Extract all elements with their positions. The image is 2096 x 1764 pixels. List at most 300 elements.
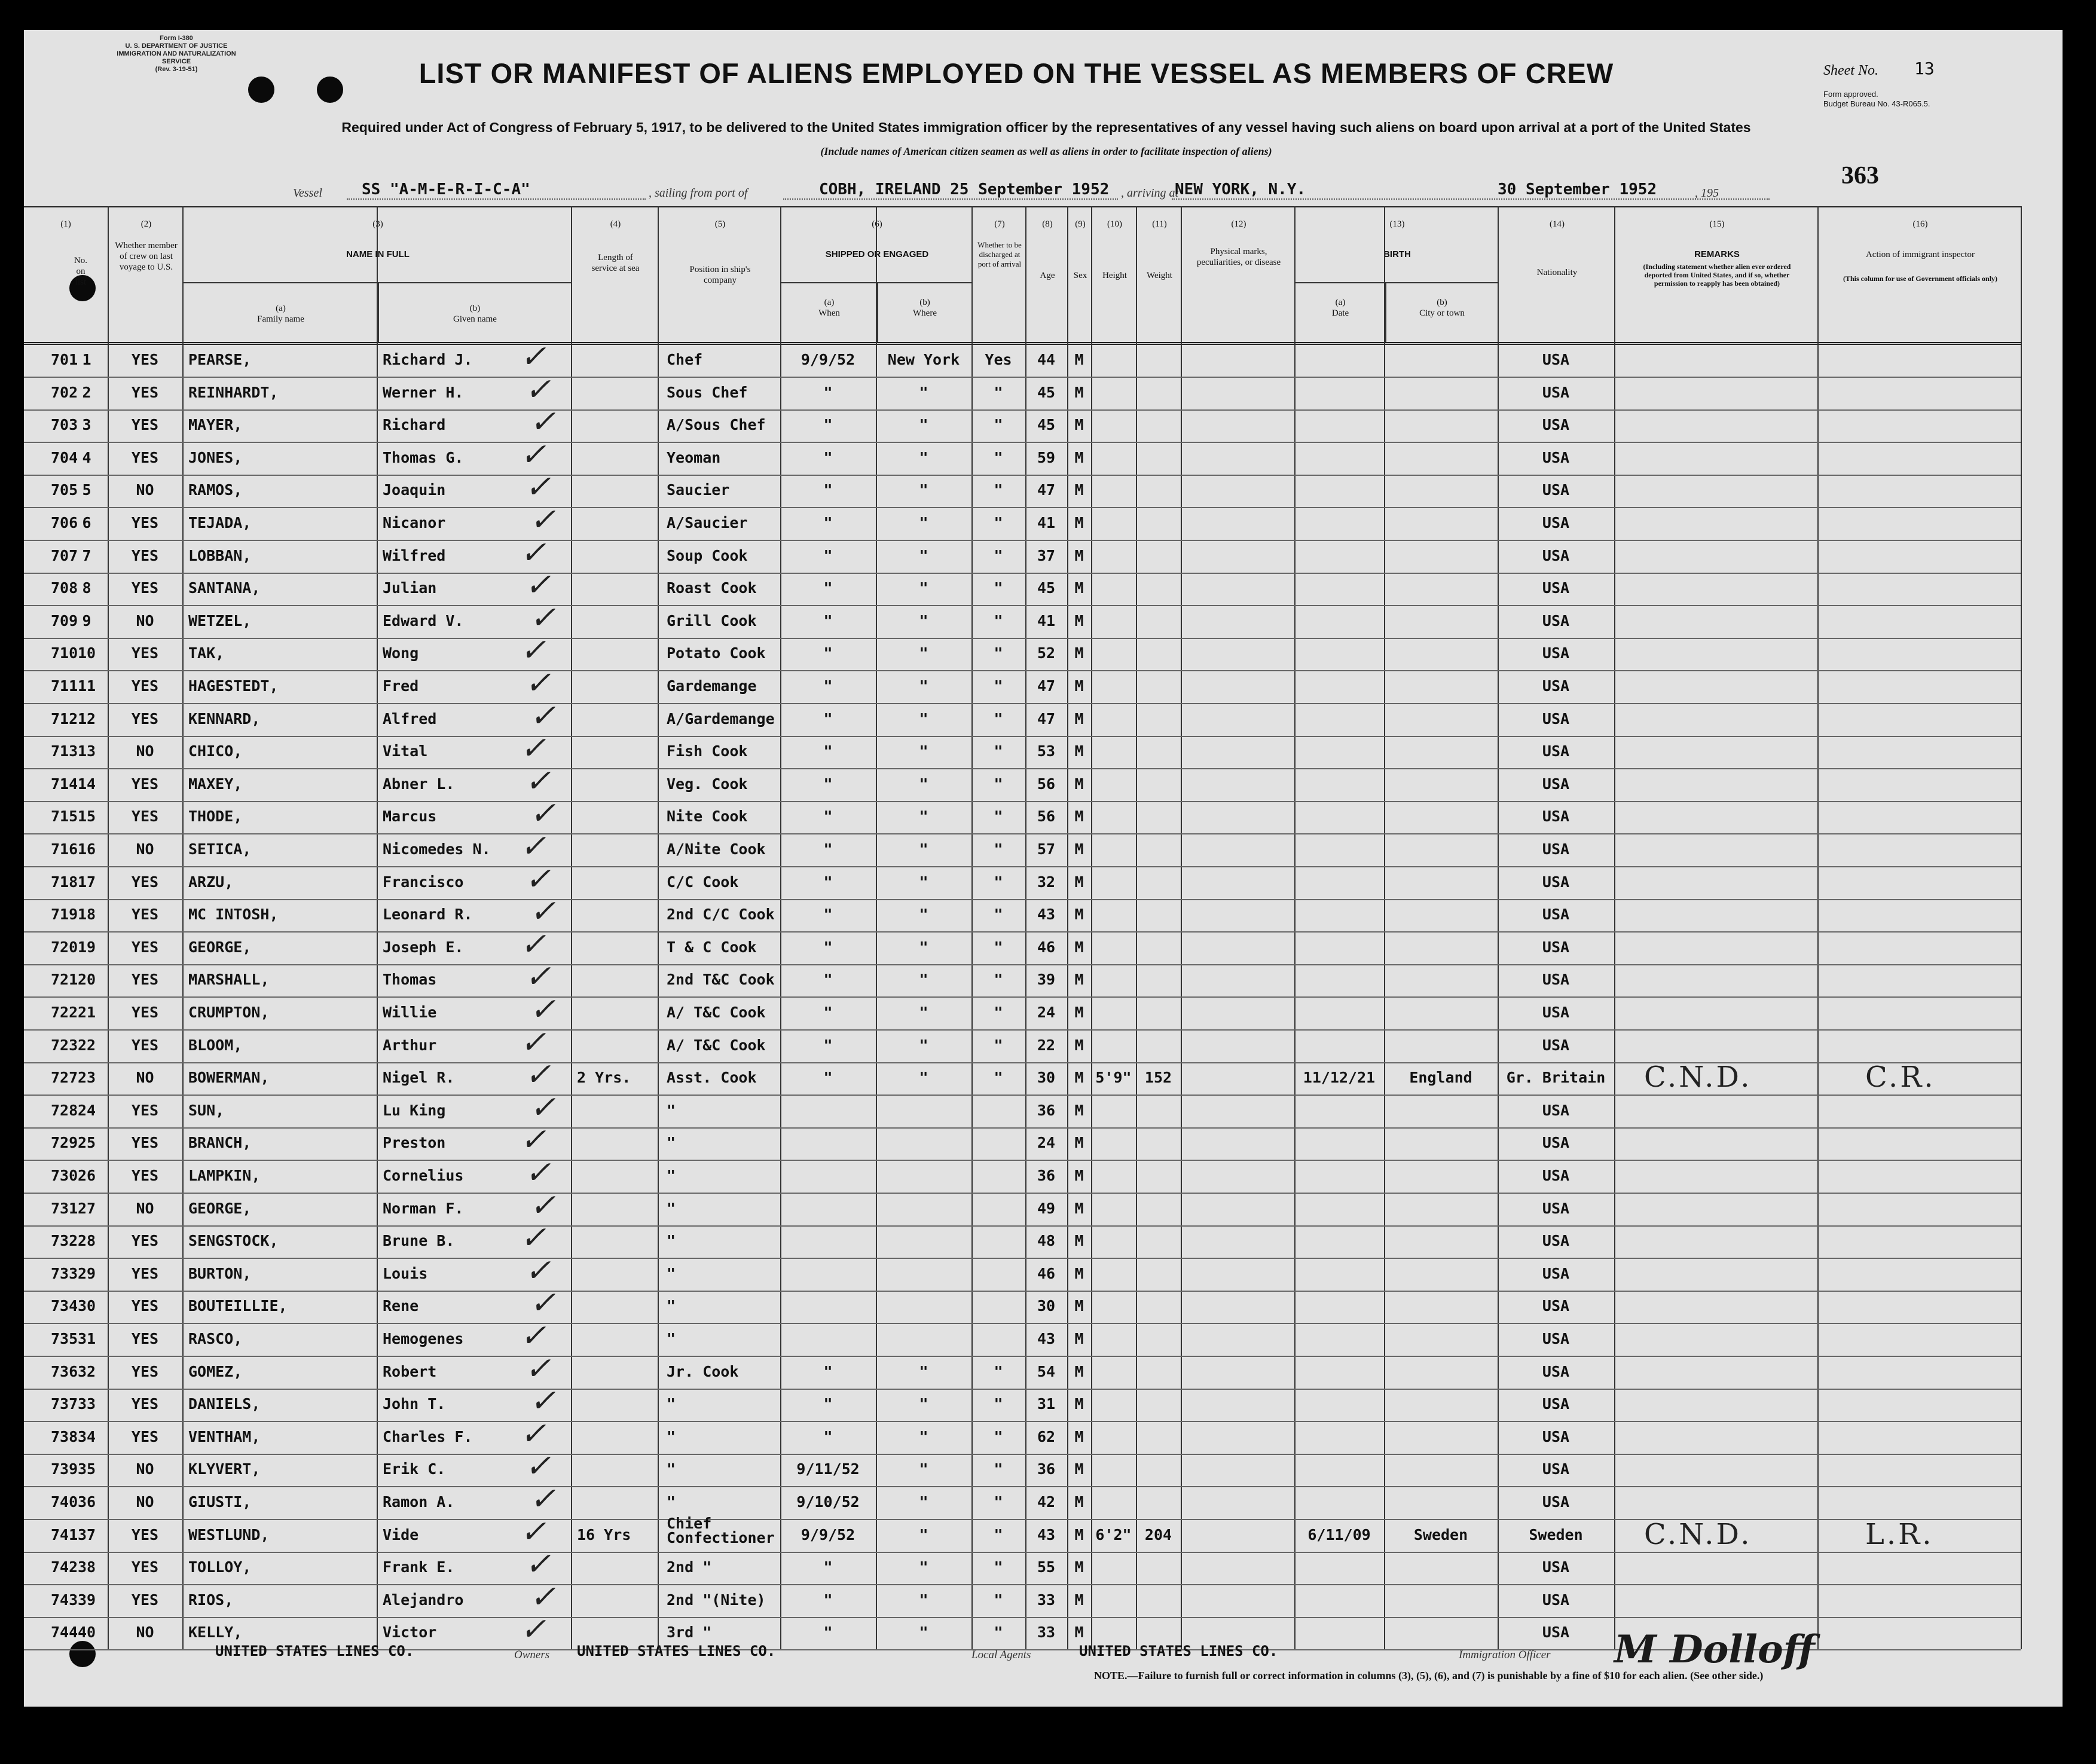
cell-family: RAMOS, (188, 481, 243, 499)
cell-no: 14 (77, 775, 96, 793)
check-mark: ✓ (520, 1122, 546, 1158)
cell-age: 48 (1037, 1232, 1056, 1250)
remarks-handwriting: C.N.D. (1644, 1517, 1752, 1551)
cell-where: " (919, 808, 928, 826)
cell-last: NO (136, 481, 154, 499)
cell-position: Nite Cook (667, 808, 748, 826)
check-mark: ✓ (530, 1481, 556, 1517)
inspector-action-handwriting: C.R. (1865, 1060, 1936, 1095)
cell-given: Frank E. (383, 1558, 455, 1576)
cell-position: Potato Cook (667, 644, 766, 662)
cell-last: YES (131, 448, 159, 466)
cell-age: 36 (1037, 1167, 1056, 1184)
ledger-number: 701 (51, 351, 78, 368)
cell-family: RIOS, (188, 1591, 234, 1609)
cell-age: 46 (1037, 938, 1056, 956)
cell-given: Thomas G. (383, 448, 464, 466)
cell-last: NO (136, 1460, 154, 1478)
cell-last: YES (131, 351, 159, 368)
ledger-number: 737 (51, 1395, 78, 1413)
header-col-14 (1498, 207, 1615, 342)
header-label: No. on list (74, 256, 88, 287)
cell-no: 27 (77, 1199, 96, 1217)
header-col-15 (1614, 207, 1819, 342)
table-row (24, 1252, 2021, 1292)
cell-nat: USA (1542, 351, 1570, 368)
cell-given: Fred (383, 677, 419, 695)
cell-where: " (919, 1395, 928, 1413)
cell-where: " (919, 1362, 928, 1380)
table-row (24, 1187, 2021, 1227)
cell-sex: M (1074, 677, 1084, 695)
cell-height: 5'9" (1095, 1069, 1132, 1087)
cell-family: BOWERMAN, (188, 1069, 270, 1087)
cell-given: Willie (383, 1004, 437, 1021)
cell-age: 45 (1037, 579, 1056, 597)
cell-no: 16 (77, 840, 96, 858)
cell-disch: " (994, 677, 1003, 695)
table-row (24, 371, 2021, 411)
header-num: (3) (372, 219, 383, 229)
header-label: Age (1040, 271, 1055, 280)
cell-last: YES (131, 514, 159, 531)
cell-given: Wong (383, 644, 419, 662)
cell-given: Richard (383, 416, 446, 434)
cell-disch: " (994, 1493, 1003, 1511)
cell-position: A/Sous Chef (667, 416, 766, 434)
cell-nat: USA (1542, 677, 1570, 695)
cell-family: GIUSTI, (188, 1493, 252, 1511)
cell-weight: 204 (1144, 1525, 1172, 1543)
cell-family: LOBBAN, (188, 546, 252, 564)
cell-no: 10 (77, 644, 96, 662)
cell-sex: M (1074, 938, 1084, 956)
cell-when: " (823, 1624, 833, 1641)
cell-sex: M (1074, 351, 1084, 368)
vessel-name: SS "A-M-E-R-I-C-A" (362, 181, 530, 198)
ledger-number: 733 (51, 1264, 78, 1282)
cell-sex: M (1074, 1558, 1084, 1576)
cell-age: 47 (1037, 710, 1056, 727)
cell-last: YES (131, 546, 159, 564)
cell-when: " (823, 612, 833, 629)
sub-num: (b) (469, 304, 481, 313)
cell-disch: " (994, 742, 1003, 760)
table-row (24, 339, 2021, 378)
cell-sex: M (1074, 1004, 1084, 1021)
cell-nat: USA (1542, 710, 1570, 727)
cell-where: " (919, 579, 928, 597)
cell-nat: USA (1542, 1395, 1570, 1413)
cell-where: " (919, 1460, 928, 1478)
cell-position: T & C Cook (667, 938, 757, 956)
ledger-number: 731 (51, 1199, 78, 1217)
cell-last: YES (131, 416, 159, 434)
cell-where: " (919, 1558, 928, 1576)
header-sublabel: (This column for use of Government officials only) (1843, 274, 1998, 283)
cell-no: 17 (77, 873, 96, 891)
cell-nat: Sweden (1529, 1525, 1583, 1543)
cell-sex: M (1074, 1624, 1084, 1641)
header-col-13 (1294, 207, 1499, 342)
cell-age: 24 (1037, 1134, 1056, 1152)
cell-age: 24 (1037, 1004, 1056, 1021)
cell-where: " (919, 906, 928, 924)
cell-family: LAMPKIN, (188, 1167, 261, 1184)
cell-last: NO (136, 1199, 154, 1217)
ledger-number: 722 (51, 1004, 78, 1021)
check-mark: ✓ (525, 469, 551, 506)
header-num: (13) (1389, 219, 1405, 229)
cell-no: 31 (77, 1330, 96, 1347)
cell-last: NO (136, 742, 154, 760)
cell-given: Thomas (383, 971, 437, 989)
cell-last: YES (131, 971, 159, 989)
cell-position: Saucier (667, 481, 730, 499)
check-mark: ✓ (520, 1024, 546, 1060)
cell-age: 47 (1037, 481, 1056, 499)
cell-height: 6'2" (1095, 1525, 1132, 1543)
cell-no: 25 (77, 1134, 96, 1152)
table-row (24, 1220, 2021, 1259)
cell-family: TOLLOY, (188, 1558, 252, 1576)
cell-family: SUN, (188, 1101, 225, 1119)
cell-family: RASCO, (188, 1330, 243, 1347)
check-mark: ✓ (520, 1514, 546, 1550)
cell-nat: USA (1542, 742, 1570, 760)
cell-family: SENGSTOCK, (188, 1232, 279, 1250)
cell-when: 9/11/52 (796, 1460, 860, 1478)
table-row (24, 632, 2021, 671)
cell-position: 2nd " (667, 1558, 712, 1576)
cell-no: 2 (82, 383, 91, 401)
check-mark: ✓ (530, 992, 556, 1028)
form-dept: U. S. DEPARTMENT OF JUSTICE (125, 42, 228, 50)
cell-sex: M (1074, 383, 1084, 401)
check-mark: ✓ (530, 1089, 556, 1126)
cell-nat: USA (1542, 971, 1570, 989)
sub-label: Date (1331, 308, 1349, 318)
table-row (24, 926, 2021, 965)
cell-disch: " (994, 1362, 1003, 1380)
cell-disch: " (994, 1395, 1003, 1413)
cell-age: 36 (1037, 1460, 1056, 1478)
cell-last: YES (131, 1591, 159, 1609)
cell-disch: " (994, 873, 1003, 891)
cell-sex: M (1074, 416, 1084, 434)
agents-label: Local Agents (971, 1649, 1031, 1661)
cell-no: 35 (77, 1460, 96, 1478)
cell-no: 4 (82, 448, 91, 466)
cell-sex: M (1074, 1525, 1084, 1543)
cell-given: Vital (383, 742, 428, 760)
cell-disch: " (994, 1558, 1003, 1576)
check-mark: ✓ (525, 763, 551, 799)
cell-disch: " (994, 808, 1003, 826)
header-label: Physical marks, peculiarities, or disease (1196, 247, 1281, 267)
check-mark: ✓ (520, 632, 546, 669)
ledger-number: 721 (51, 971, 78, 989)
cell-family: SETICA, (188, 840, 252, 858)
header-label: Height (1102, 271, 1127, 280)
cell-position: " (667, 1134, 676, 1152)
cell-age: 45 (1037, 383, 1056, 401)
cell-position: Fish Cook (667, 742, 748, 760)
cell-family: WESTLUND, (188, 1525, 270, 1543)
officer-signature: M Dolloff (1614, 1627, 1815, 1672)
check-mark: ✓ (520, 1220, 546, 1256)
arrival-dotline (1172, 198, 1770, 200)
cell-family: MC INTOSH, (188, 906, 279, 924)
cell-when: " (823, 938, 833, 956)
cell-when: " (823, 1069, 833, 1087)
cell-sex: M (1074, 514, 1084, 531)
header-sub-b (877, 297, 973, 319)
cell-when: " (823, 710, 833, 727)
cell-disch: " (994, 1624, 1003, 1641)
cell-last: YES (131, 1167, 159, 1184)
cell-position: Soup Cook (667, 546, 748, 564)
cell-given: Cornelius (383, 1167, 464, 1184)
year-suffix: , 195 (1695, 187, 1719, 200)
cell-last: YES (131, 1004, 159, 1021)
cell-disch: " (994, 1004, 1003, 1021)
header-num: (14) (1550, 219, 1565, 229)
table-row (24, 698, 2021, 737)
cell-position: Jr. Cook (667, 1362, 739, 1380)
cell-given: Hemogenes (383, 1330, 464, 1347)
cell-sex: M (1074, 1330, 1084, 1347)
cell-when: " (823, 1427, 833, 1445)
officer-label: Immigration Officer (1459, 1649, 1551, 1661)
check-mark: ✓ (525, 861, 551, 897)
cell-when: " (823, 546, 833, 564)
header-col-11 (1136, 207, 1182, 342)
cell-nat: USA (1542, 579, 1570, 597)
sub-num: (b) (1437, 298, 1447, 307)
cell-nat: USA (1542, 808, 1570, 826)
cell-age: 46 (1037, 1264, 1056, 1282)
cell-where: " (919, 448, 928, 466)
cell-age: 55 (1037, 1558, 1056, 1576)
cell-disch: " (994, 448, 1003, 466)
cell-disch: " (994, 416, 1003, 434)
cell-when: " (823, 1558, 833, 1576)
cell-disch: " (994, 546, 1003, 564)
cell-when: " (823, 514, 833, 531)
cell-position: Asst. Cook (667, 1069, 757, 1087)
cell-no: 15 (77, 808, 96, 826)
cell-family: JONES, (188, 448, 243, 466)
cell-no: 37 (77, 1525, 96, 1543)
cell-sex: M (1074, 1036, 1084, 1054)
cell-given: Werner H. (383, 383, 464, 401)
cell-age: 39 (1037, 971, 1056, 989)
cell-last: NO (136, 612, 154, 629)
cell-bdate: 6/11/09 (1307, 1525, 1371, 1543)
cell-nat: USA (1542, 546, 1570, 564)
cell-position: Chief Confectioner (667, 1514, 775, 1546)
header-label: Length of service at sea (591, 253, 640, 273)
cell-given: Joseph E. (383, 938, 464, 956)
cell-where: " (919, 546, 928, 564)
cell-given: John T. (383, 1395, 446, 1413)
cell-where: " (919, 1525, 928, 1543)
cell-age: 43 (1037, 906, 1056, 924)
cell-last: YES (131, 1362, 159, 1380)
cell-position: " (667, 1395, 676, 1413)
cell-given: Leonard R. (383, 906, 473, 924)
table-row (24, 730, 2021, 769)
header-num: (6) (872, 219, 882, 229)
table-row (24, 1155, 2021, 1194)
sub-label: Family name (257, 314, 304, 324)
check-mark: ✓ (525, 1350, 551, 1387)
table-row (24, 1024, 2021, 1063)
cell-given: Brune B. (383, 1232, 455, 1250)
cell-age: 57 (1037, 840, 1056, 858)
ledger-number: 706 (51, 514, 78, 531)
cell-last: YES (131, 1101, 159, 1119)
page-subtitle-note: (Include names of American citizen seamen as well as aliens in order to facilitate inspection of aliens) (820, 145, 1272, 157)
punch-hole (248, 77, 274, 103)
table-row (24, 665, 2021, 704)
table-row (24, 959, 2021, 998)
cell-last: YES (131, 579, 159, 597)
header-num: (16) (1912, 219, 1928, 229)
cell-age: 31 (1037, 1395, 1056, 1413)
cell-nat: USA (1542, 775, 1570, 793)
cell-when: " (823, 448, 833, 466)
cell-age: 52 (1037, 644, 1056, 662)
ledger-number: 707 (51, 546, 78, 564)
cell-age: 45 (1037, 416, 1056, 434)
cell-when: 9/10/52 (796, 1493, 860, 1511)
cell-family: REINHARDT, (188, 383, 279, 401)
cell-last: YES (131, 808, 159, 826)
cell-last: NO (136, 840, 154, 858)
cell-age: 42 (1037, 1493, 1056, 1511)
cell-disch: " (994, 906, 1003, 924)
sub-label: When (818, 308, 840, 318)
check-mark: ✓ (530, 796, 556, 832)
cell-given: Louis (383, 1264, 428, 1282)
ledger-number: 709 (51, 612, 78, 629)
cell-position: " (667, 1167, 676, 1184)
table-row (24, 436, 2021, 476)
cell-last: YES (131, 1395, 159, 1413)
cell-family: KLYVERT, (188, 1460, 261, 1478)
cell-nat: USA (1542, 938, 1570, 956)
table-row (24, 763, 2021, 802)
header-num: (2) (140, 219, 152, 229)
sheet-number: 13 (1914, 59, 1935, 78)
ledger-number: 732 (51, 1232, 78, 1250)
cell-given: Nicanor (383, 514, 446, 531)
cell-given: Erik C. (383, 1460, 446, 1478)
cell-family: BOUTEILLIE, (188, 1297, 288, 1315)
cell-nat: USA (1542, 1362, 1570, 1380)
ledger-number: 716 (51, 840, 78, 858)
cell-no: 7 (82, 546, 91, 564)
cell-when: " (823, 873, 833, 891)
check-mark: ✓ (525, 1252, 551, 1289)
cell-when: 9/9/52 (800, 1525, 855, 1543)
cell-given: Charles F. (383, 1427, 473, 1445)
cell-sex: M (1074, 1591, 1084, 1609)
table-row (24, 796, 2021, 834)
cell-family: TEJADA, (188, 514, 252, 531)
cell-sex: M (1074, 1134, 1084, 1152)
ledger-number: 735 (51, 1330, 78, 1347)
cell-given: Nigel R. (383, 1069, 455, 1087)
cell-when: " (823, 644, 833, 662)
cell-nat: USA (1542, 906, 1570, 924)
cell-age: 53 (1037, 742, 1056, 760)
cell-disch: " (994, 644, 1003, 662)
cell-sex: M (1074, 1493, 1084, 1511)
cell-position: 2nd C/C Cook (667, 906, 775, 924)
cell-no: 26 (77, 1167, 96, 1184)
cell-age: 37 (1037, 546, 1056, 564)
cell-where: " (919, 1624, 928, 1641)
cell-family: CRUMPTON, (188, 1004, 270, 1021)
cell-given: Alejandro (383, 1591, 464, 1609)
cell-nat: USA (1542, 1232, 1570, 1250)
header-label: Whether member of crew on last voyage to U.S. (115, 241, 178, 272)
cell-bdate: 11/12/21 (1303, 1069, 1376, 1087)
arrival-port: NEW YORK, N.Y. (1175, 181, 1306, 198)
cell-given: Abner L. (383, 775, 455, 793)
cell-nat: USA (1542, 1167, 1570, 1184)
cell-bcity: Sweden (1413, 1525, 1468, 1543)
cell-disch: " (994, 710, 1003, 727)
cell-nat: USA (1542, 1624, 1570, 1641)
cell-when: " (823, 971, 833, 989)
ledger-number: 704 (51, 448, 78, 466)
table-row (24, 1318, 2021, 1357)
cell-position: Grill Cook (667, 612, 757, 629)
cell-sex: M (1074, 1232, 1084, 1250)
table-row (24, 534, 2021, 574)
table-row (24, 567, 2021, 606)
check-mark: ✓ (530, 1187, 556, 1224)
form-rev: (Rev. 3-19-51) (155, 66, 198, 73)
cell-when: " (823, 1004, 833, 1021)
header-label: BIRTH (1383, 249, 1411, 259)
table-row (24, 1579, 2021, 1618)
header-col-2 (108, 207, 184, 342)
cell-family: SANTANA, (188, 579, 261, 597)
cell-where: " (919, 971, 928, 989)
table-row (24, 1285, 2021, 1324)
cell-sex: M (1074, 775, 1084, 793)
cell-age: 22 (1037, 1036, 1056, 1054)
cell-position: Roast Cook (667, 579, 757, 597)
cell-disch: " (994, 775, 1003, 793)
cell-age: 36 (1037, 1101, 1056, 1119)
cell-family: BLOOM, (188, 1036, 243, 1054)
cell-given: Richard J. (383, 351, 473, 368)
cell-when: " (823, 1036, 833, 1054)
cell-family: BURTON, (188, 1264, 252, 1282)
cell-where: " (919, 383, 928, 401)
cell-no: 36 (77, 1493, 96, 1511)
cell-no: 18 (77, 906, 96, 924)
cell-nat: USA (1542, 1036, 1570, 1054)
cell-position: " (667, 1493, 676, 1511)
cell-sex: M (1074, 481, 1084, 499)
